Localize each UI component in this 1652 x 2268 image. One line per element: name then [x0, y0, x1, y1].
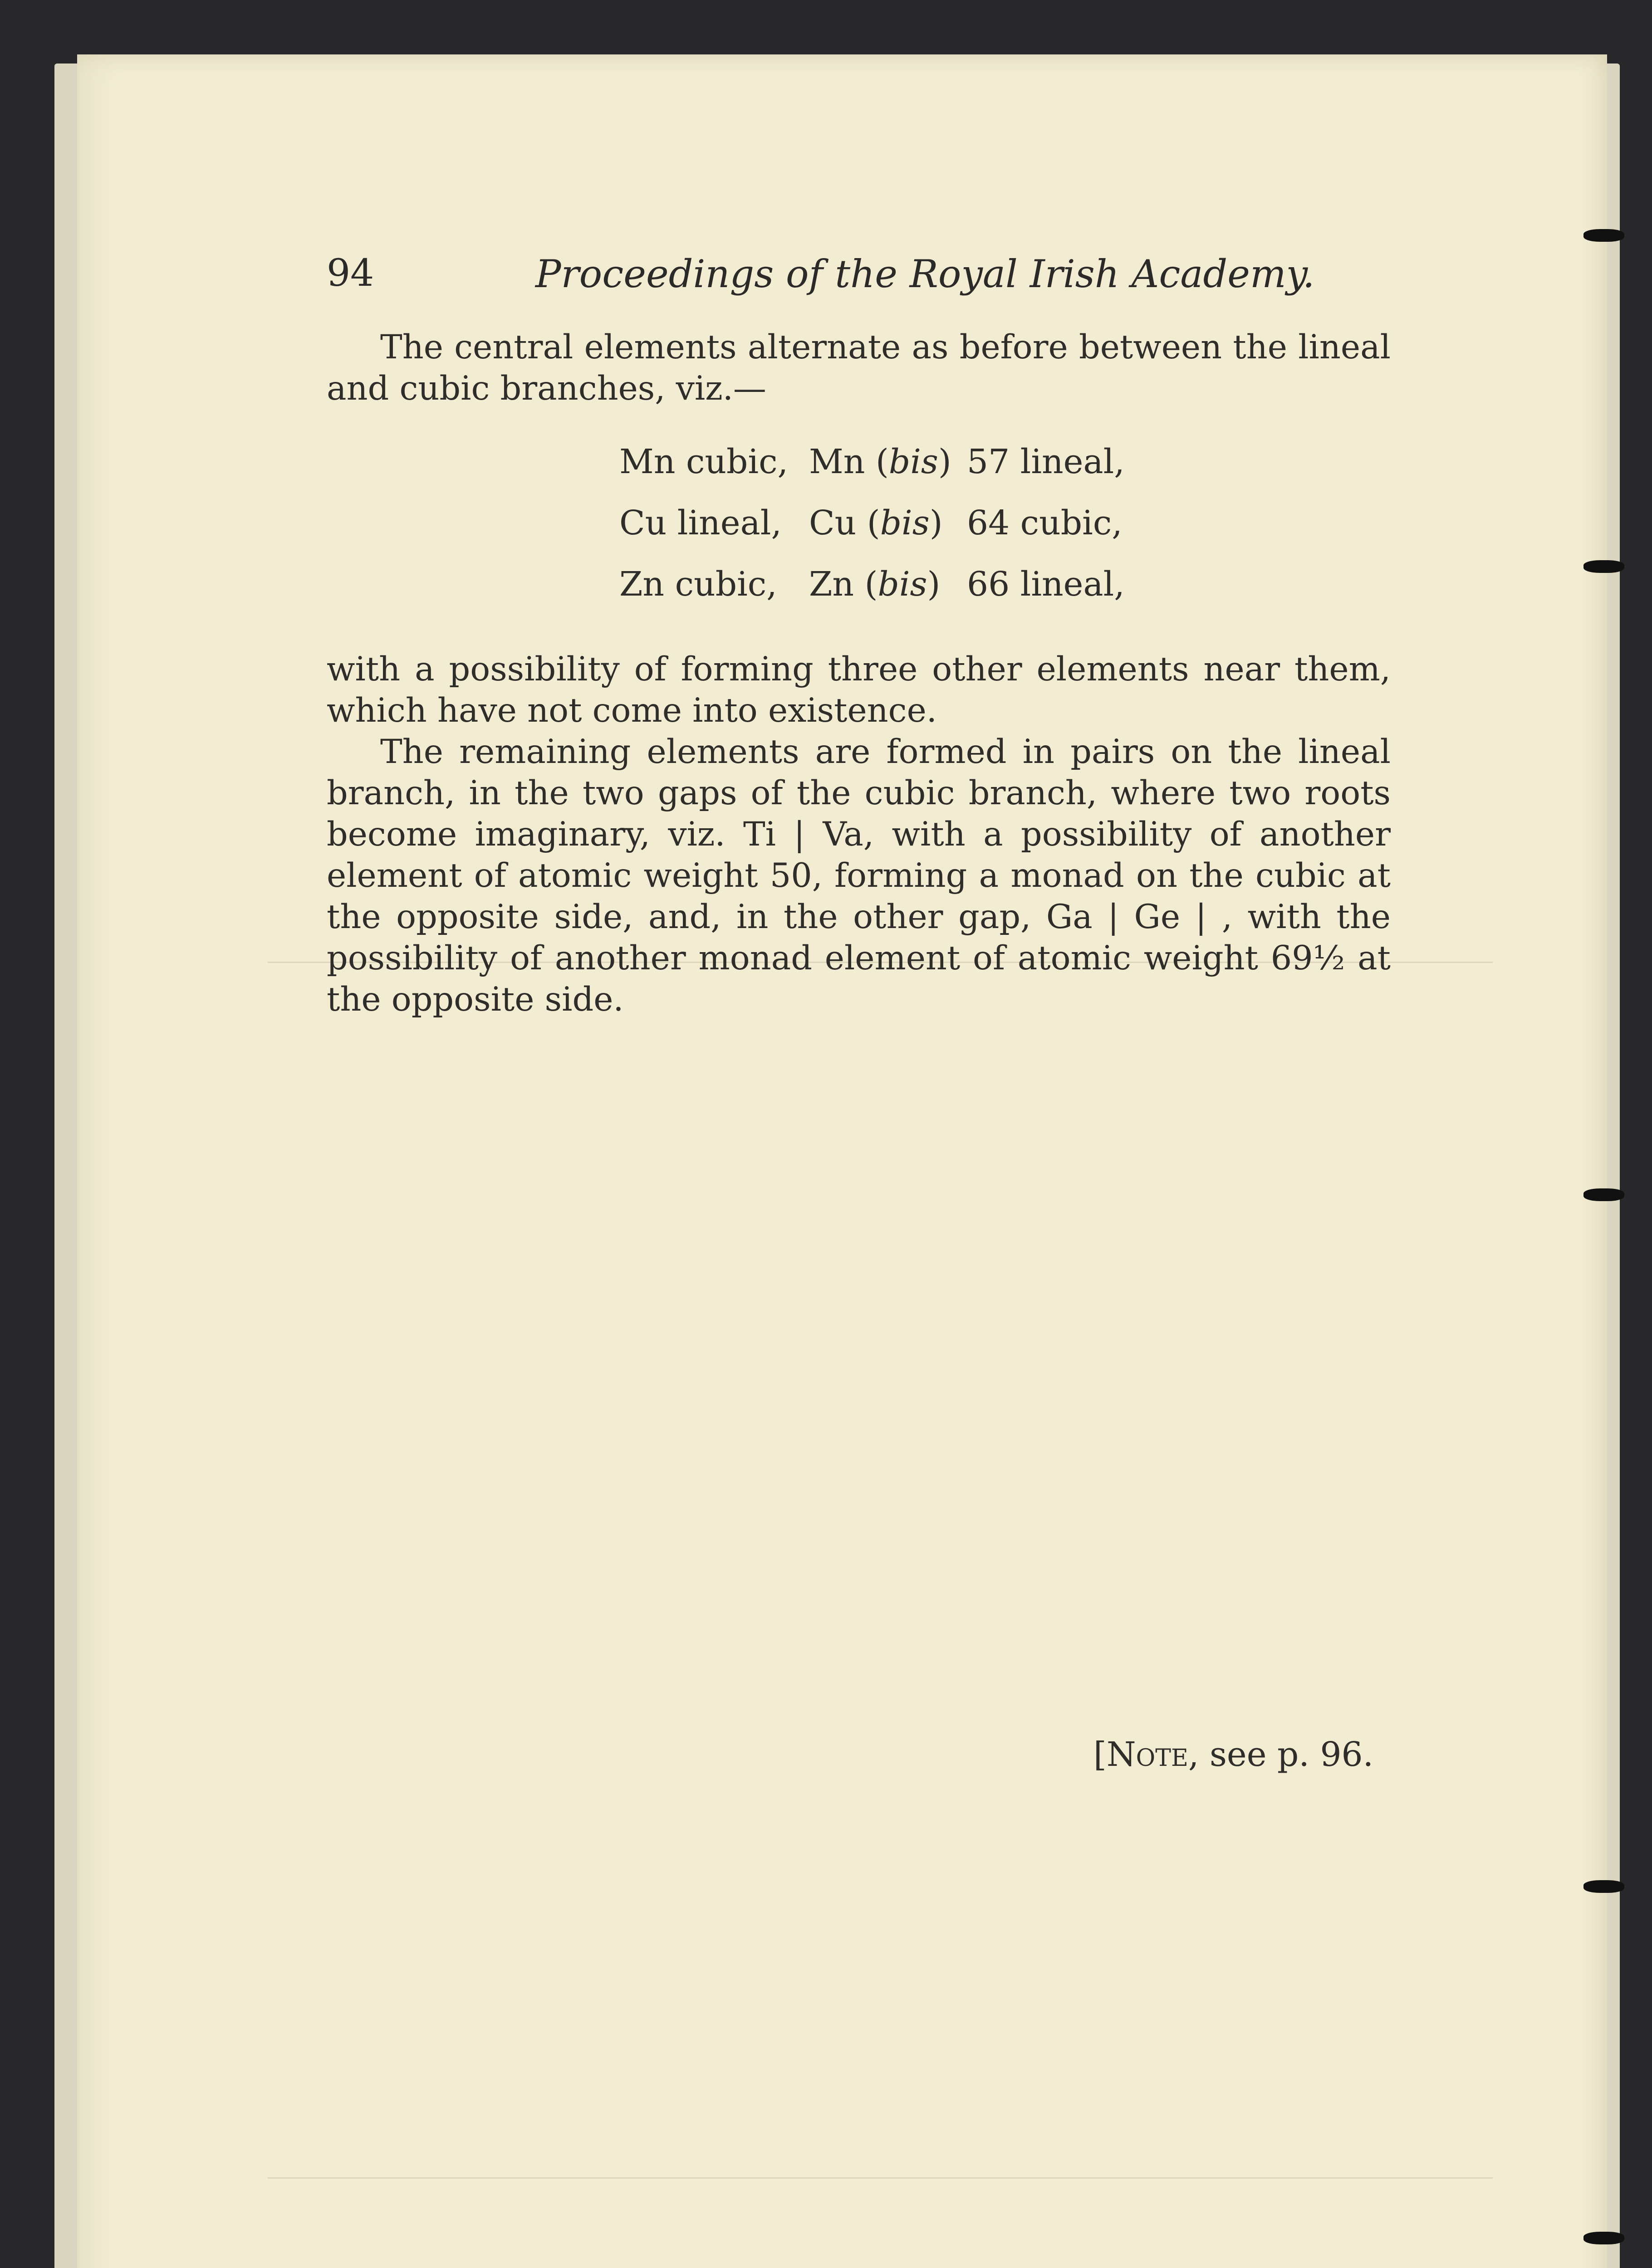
note-rest: , see p. 96. — [1188, 1735, 1374, 1774]
binding-stitch — [1583, 1880, 1624, 1893]
running-title: Proceedings of the Royal Irish Academy. — [535, 252, 1315, 296]
bis-cell: Mn (bis) — [809, 442, 951, 481]
bis-cell: Zn (bis) — [809, 565, 941, 604]
element-cell: Mn cubic, — [619, 442, 789, 481]
binding-stitch — [1583, 1188, 1624, 1201]
note-bracket: [ — [1093, 1735, 1107, 1774]
footnote-reference — [1093, 1735, 1374, 1774]
paragraph-remaining-elements: The remaining elements are formed in pairs on the lineal branch, in the two gaps of the cubic branch, where two roots become imaginary, viz. Ti | Va, with a possibility of another element of atomic weight 50, forming a monad on the cubic at the opposite side, and, in the other gap, Ga | Ge | , with the possibility of another monad element of atomic weight 69½ at the opposite side. — [327, 733, 1391, 1019]
weight-cell: 64 cubic, — [967, 503, 1123, 543]
weight-cell: 57 lineal, — [967, 442, 1125, 481]
bleed-through-line — [268, 2177, 1493, 2179]
table-row — [619, 565, 1164, 626]
paragraph-possibility: with a possibility of forming three other elements near them, which have not come into existence. — [327, 650, 1391, 730]
bis-cell: Cu (bis) — [809, 503, 943, 543]
binding-stitch — [1583, 229, 1624, 242]
table-row — [619, 503, 1164, 565]
element-cell: Zn cubic, — [619, 565, 777, 604]
note-word: Note — [1106, 1735, 1188, 1774]
page-header — [327, 252, 1393, 302]
page-number: 94 — [327, 252, 374, 295]
paragraph-central-elements: The central elements alternate as before between the lineal and cubic branches, viz.— — [327, 328, 1391, 408]
element-cell: Cu lineal, — [619, 503, 782, 543]
binding-stitch — [1583, 560, 1624, 573]
element-table — [619, 442, 1164, 626]
table-row — [619, 442, 1164, 503]
weight-cell: 66 lineal, — [967, 565, 1125, 604]
binding-stitch — [1583, 2232, 1624, 2244]
